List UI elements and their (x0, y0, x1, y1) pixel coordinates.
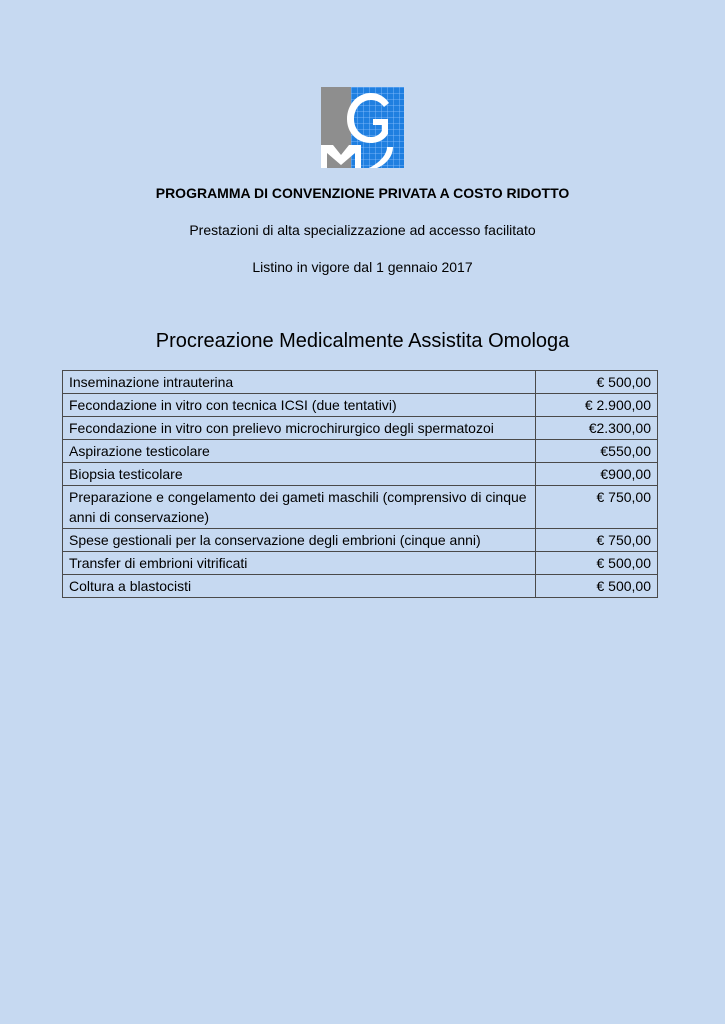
service-name: Fecondazione in vitro con tecnica ICSI (due tentativi) (63, 394, 536, 417)
service-price: €550,00 (536, 440, 658, 463)
service-name: Fecondazione in vitro con prelievo microchirurgico degli spermatozoi (63, 417, 536, 440)
table-row (63, 552, 658, 575)
service-price: € 500,00 (536, 575, 658, 598)
service-price: € 500,00 (536, 552, 658, 575)
service-name: Preparazione e congelamento dei gameti maschili (comprensivo di cinque anni di conservazione) (63, 486, 536, 529)
program-heading: PROGRAMMA DI CONVENZIONE PRIVATA A COSTO RIDOTTO (155, 185, 570, 201)
table-row (63, 575, 658, 598)
table-row (63, 440, 658, 463)
service-price: € 750,00 (536, 529, 658, 552)
service-price: €2.300,00 (536, 417, 658, 440)
table-row (63, 394, 658, 417)
table-row (63, 529, 658, 552)
price-table (62, 370, 658, 598)
table-row (63, 371, 658, 394)
table-row (63, 486, 658, 529)
table-row (63, 417, 658, 440)
program-subtitle: Prestazioni di alta specializzazione ad accesso facilitato (189, 222, 536, 238)
section-title: Procreazione Medicalmente Assistita Omologa (155, 330, 570, 352)
service-price: € 500,00 (536, 371, 658, 394)
service-name: Biopsia testicolare (63, 463, 536, 486)
service-name: Transfer di embrioni vitrificati (63, 552, 536, 575)
service-name: Coltura a blastocisti (63, 575, 536, 598)
service-price: € 2.900,00 (536, 394, 658, 417)
table-row (63, 463, 658, 486)
validity-note: Listino in vigore dal 1 gennaio 2017 (252, 259, 473, 275)
service-name: Spese gestionali per la conservazione degli embrioni (cinque anni) (63, 529, 536, 552)
gm-logo-icon (321, 87, 404, 168)
service-name: Aspirazione testicolare (63, 440, 536, 463)
service-price: €900,00 (536, 463, 658, 486)
service-price: € 750,00 (536, 486, 658, 529)
service-name: Inseminazione intrauterina (63, 371, 536, 394)
